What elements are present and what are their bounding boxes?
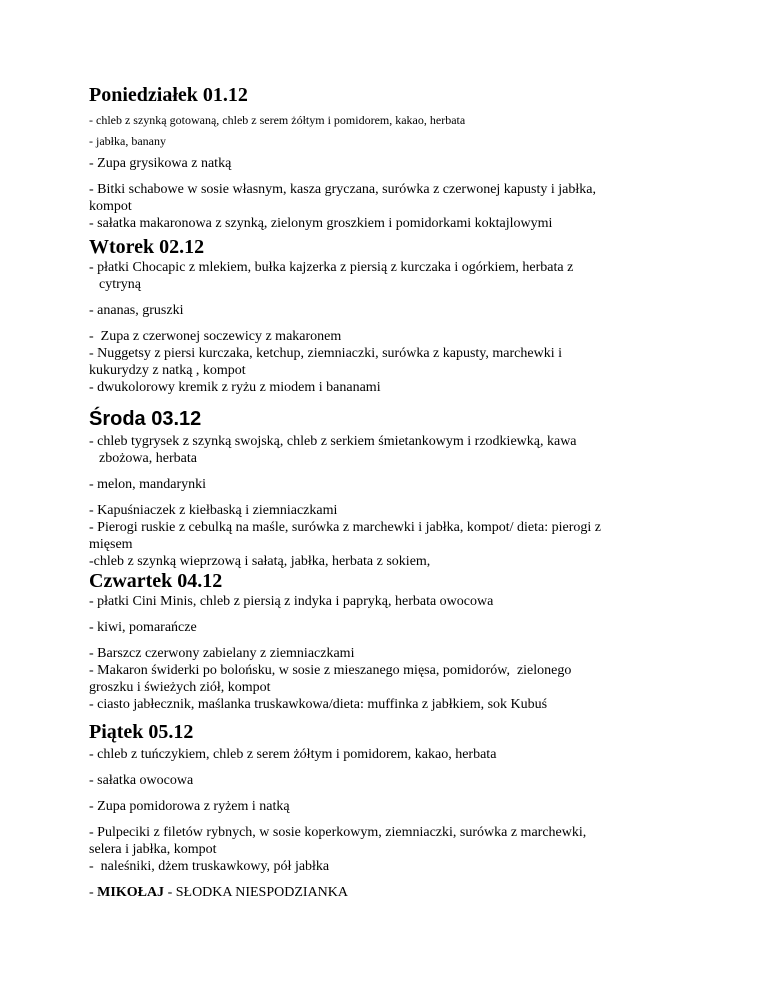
day-title-thursday: Czwartek 04.12 xyxy=(89,570,223,592)
menu-line: kompot xyxy=(89,199,132,214)
menu-line: - Zupa grysikowa z natką xyxy=(89,156,232,171)
menu-line: - kiwi, pomarańcze xyxy=(89,620,197,635)
menu-line: - Zupa pomidorowa z ryżem i natką xyxy=(89,799,290,814)
menu-line: - Pierogi ruskie z cebulką na maśle, surówka z marchewki i jabłka, kompot/ dieta: pierogi z xyxy=(89,520,602,535)
menu-line: - Bitki schabowe w sosie własnym, kasza gryczana, surówka z czerwonej kapusty i jabłka, xyxy=(89,182,596,197)
menu-line: - jabłka, banany xyxy=(89,134,166,148)
menu-line: - płatki Cini Minis, chleb z piersią z indyka i papryką, herbata owocowa xyxy=(89,594,494,609)
surprise-name: MIKOŁAJ xyxy=(97,885,165,900)
menu-line: selera i jabłka, kompot xyxy=(89,842,217,857)
menu-line: - Pulpeciki z filetów rybnych, w sosie koperkowym, ziemniaczki, surówka z marchewki, xyxy=(89,825,587,840)
surprise-text: - SŁODKA NIESPODZIANKA xyxy=(164,885,349,900)
menu-line: - płatki Chocapic z mlekiem, bułka kajzerka z piersią z kurczaka i ogórkiem, herbata z xyxy=(89,260,574,275)
day-title-wednesday: Środa 03.12 xyxy=(89,408,202,430)
menu-line: - melon, mandarynki xyxy=(89,477,207,492)
menu-line: - Nuggetsy z piersi kurczaka, ketchup, ziemniaczki, surówka z kapusty, marchewki i xyxy=(89,346,562,361)
menu-line: - sałatka makaronowa z szynką, zielonym groszkiem i pomidorkami koktajlowymi xyxy=(89,216,553,231)
day-title-friday: Piątek 05.12 xyxy=(89,721,194,743)
menu-line: - dwukolorowy kremik z ryżu z miodem i bananami xyxy=(89,380,381,395)
menu-line: - ananas, gruszki xyxy=(89,303,184,318)
day-title-monday: Poniedziałek 01.12 xyxy=(89,84,248,106)
menu-line: cytryną xyxy=(99,277,141,292)
menu-line: - Makaron świderki po bolońsku, w sosie z mieszanego mięsa, pomidorów, zielonego xyxy=(89,663,572,678)
menu-line: - ciasto jabłecznik, maślanka truskawkowa/dieta: muffinka z jabłkiem, sok Kubuś xyxy=(89,697,548,712)
menu-line: - chleb tygrysek z szynką swojską, chleb z serkiem śmietankowym i rzodkiewką, kawa xyxy=(89,434,577,449)
menu-document xyxy=(89,84,689,901)
menu-line: - Barszcz czerwony zabielany z ziemniaczkami xyxy=(89,646,355,661)
menu-line: mięsem xyxy=(89,537,133,552)
menu-line: - Kapuśniaczek z kiełbaską i ziemniaczkami xyxy=(89,503,338,518)
surprise-note xyxy=(89,884,689,901)
menu-line: kukurydzy z natką , kompot xyxy=(89,363,246,378)
menu-line: - Zupa z czerwonej soczewicy z makaronem xyxy=(89,329,342,344)
menu-line: - naleśniki, dżem truskawkowy, pół jabłka xyxy=(89,859,330,874)
menu-line: zbożowa, herbata xyxy=(99,451,197,466)
menu-line: groszku i świeżych ziół, kompot xyxy=(89,680,271,695)
menu-line: - chleb z szynką gotowaną, chleb z serem żółtym i pomidorem, kakao, herbata xyxy=(89,113,466,127)
menu-line: - chleb z tuńczykiem, chleb z serem żółtym i pomidorem, kakao, herbata xyxy=(89,747,497,762)
menu-line: -chleb z szynką wieprzową i sałatą, jabłka, herbata z sokiem, xyxy=(89,554,431,569)
day-title-tuesday: Wtorek 02.12 xyxy=(89,236,205,258)
menu-line: - sałatka owocowa xyxy=(89,773,194,788)
surprise-prefix: - xyxy=(89,885,98,900)
